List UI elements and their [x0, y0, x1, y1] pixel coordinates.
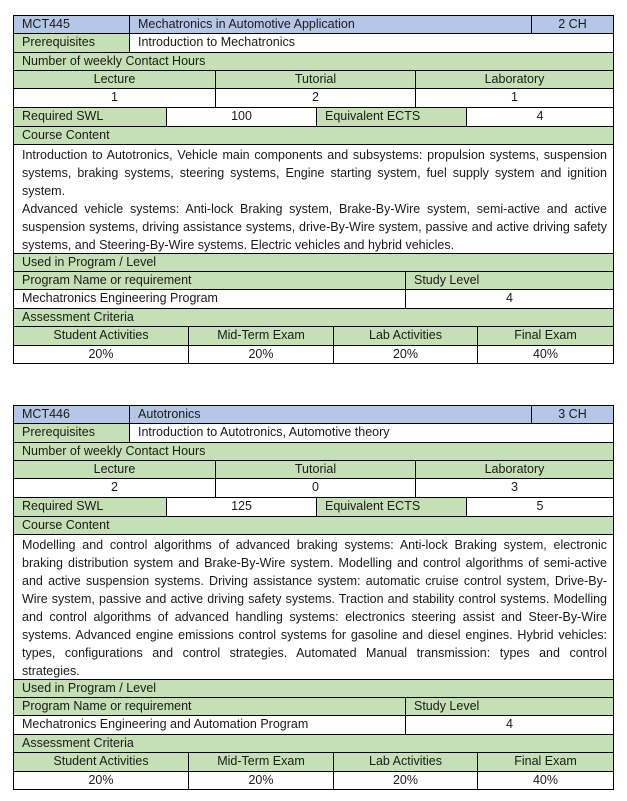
program-name-label: Program Name or requirement [14, 272, 405, 289]
swl-label: Required SWL [14, 498, 166, 516]
content-paragraph: Advanced vehicle systems: Anti-lock Braking system, Brake-By-Wire system, semi-active and active suspension systems, driving assistance systems, drive-By-Wire system, passive and active driving safety systems, and Steering-By-Wire systems. Electric vehicles and hybrid vehicles. [22, 202, 607, 252]
hours-header-row [13, 71, 614, 89]
ects-value: 5 [466, 498, 613, 516]
course-table-mct446 [13, 405, 614, 790]
ects-value: 4 [466, 108, 613, 126]
lecture-value: 2 [14, 479, 215, 497]
swl-value: 100 [166, 108, 316, 126]
hours-header-row [13, 461, 614, 479]
credit-hours: 3 CH [531, 406, 613, 423]
tutorial-value: 2 [215, 89, 415, 107]
course-table-mct445 [13, 15, 614, 364]
swl-label: Required SWL [14, 108, 166, 126]
study-level-label: Study Level [405, 272, 613, 289]
lecture-value: 1 [14, 89, 215, 107]
content-paragraph: Introduction to Autotronics, Vehicle main components and subsystems: propulsion systems, suspension systems, braking systems, steering systems, Engine starting system, fuel supply system and ignition system. [22, 148, 607, 198]
program-name-value: Mechatronics Engineering Program [14, 290, 405, 308]
lab-activities-value: 20% [333, 772, 477, 789]
program-name-label: Program Name or requirement [14, 698, 405, 715]
student-activities-value: 20% [14, 346, 188, 363]
used-in-row [13, 680, 614, 698]
course-header-row [13, 15, 614, 34]
prerequisites-row [13, 34, 614, 53]
weekly-hours-label: Number of weekly Contact Hours [14, 53, 613, 70]
course-content-label: Course Content [14, 517, 613, 534]
study-level-value: 4 [405, 716, 613, 734]
assessment-values-row [13, 346, 614, 364]
course-content-text [14, 535, 613, 679]
program-header-row [13, 698, 614, 716]
midterm-label: Mid-Term Exam [188, 753, 333, 771]
assessment-values-row [13, 772, 614, 790]
ects-label: Equivalent ECTS [316, 498, 466, 516]
prerequisites-label: Prerequisites [14, 34, 129, 52]
credit-hours: 2 CH [531, 16, 613, 33]
content-paragraph: Modelling and control algorithms of advanced braking systems: Anti-lock Braking system, electronic braking distribution system and Brake-By-Wire system. Modelling and control algorithms of semi-active and active suspension systems. Driving assistance system: automatic cruise control system, Drive-By-Wire system, passive and active driving safety systems. Traction and stability control systems. Modelling and control algorithms of advanced handling systems: electronics steering assist and Steer-By-Wire systems. Advanced engine emissions control systems for gasoline and diesel engines. Hybrid vehicles: types, configurations and control strategies. Automated Manual transmission: types and control strategies. [22, 538, 607, 678]
study-level-label: Study Level [405, 698, 613, 715]
prerequisites-value: Introduction to Autotronics, Automotive theory [129, 424, 613, 442]
swl-row [13, 498, 614, 517]
used-in-label: Used in Program / Level [14, 254, 613, 271]
final-exam-value: 40% [477, 346, 613, 363]
student-activities-value: 20% [14, 772, 188, 789]
program-name-value: Mechatronics Engineering and Automation Program [14, 716, 405, 734]
used-in-label: Used in Program / Level [14, 680, 613, 697]
weekly-hours-row [13, 53, 614, 71]
assessment-row [13, 309, 614, 327]
course-code: MCT446 [14, 406, 129, 423]
course-header-row [13, 405, 614, 424]
laboratory-value: 1 [415, 89, 613, 107]
lab-activities-label: Lab Activities [333, 327, 477, 345]
program-values-row [13, 290, 614, 309]
prerequisites-row [13, 424, 614, 443]
prerequisites-label: Prerequisites [14, 424, 129, 442]
swl-row [13, 108, 614, 127]
midterm-value: 20% [188, 772, 333, 789]
course-content-text [14, 145, 613, 253]
study-level-value: 4 [405, 290, 613, 308]
tutorial-label: Tutorial [215, 461, 415, 478]
course-content-row [13, 535, 614, 680]
final-exam-label: Final Exam [477, 327, 613, 345]
tutorial-label: Tutorial [215, 71, 415, 88]
ects-label: Equivalent ECTS [316, 108, 466, 126]
laboratory-label: Laboratory [415, 461, 613, 478]
prerequisites-value: Introduction to Mechatronics [129, 34, 613, 52]
midterm-label: Mid-Term Exam [188, 327, 333, 345]
hours-values-row [13, 479, 614, 498]
course-code: MCT445 [14, 16, 129, 33]
program-values-row [13, 716, 614, 735]
assessment-header-row [13, 327, 614, 346]
course-content-row [13, 145, 614, 254]
midterm-value: 20% [188, 346, 333, 363]
student-activities-label: Student Activities [14, 327, 188, 345]
assessment-row [13, 735, 614, 753]
program-header-row [13, 272, 614, 290]
final-exam-label: Final Exam [477, 753, 613, 771]
course-content-label-row [13, 127, 614, 145]
course-content-label: Course Content [14, 127, 613, 144]
weekly-hours-row [13, 443, 614, 461]
course-title: Autotronics [129, 406, 531, 423]
course-content-label-row [13, 517, 614, 535]
laboratory-label: Laboratory [415, 71, 613, 88]
weekly-hours-label: Number of weekly Contact Hours [14, 443, 613, 460]
student-activities-label: Student Activities [14, 753, 188, 771]
hours-values-row [13, 89, 614, 108]
used-in-row [13, 254, 614, 272]
final-exam-value: 40% [477, 772, 613, 789]
lecture-label: Lecture [14, 71, 215, 88]
swl-value: 125 [166, 498, 316, 516]
lab-activities-value: 20% [333, 346, 477, 363]
course-title: Mechatronics in Automotive Application [129, 16, 531, 33]
tutorial-value: 0 [215, 479, 415, 497]
assessment-label: Assessment Criteria [14, 309, 613, 326]
laboratory-value: 3 [415, 479, 613, 497]
assessment-header-row [13, 753, 614, 772]
assessment-label: Assessment Criteria [14, 735, 613, 752]
lecture-label: Lecture [14, 461, 215, 478]
lab-activities-label: Lab Activities [333, 753, 477, 771]
